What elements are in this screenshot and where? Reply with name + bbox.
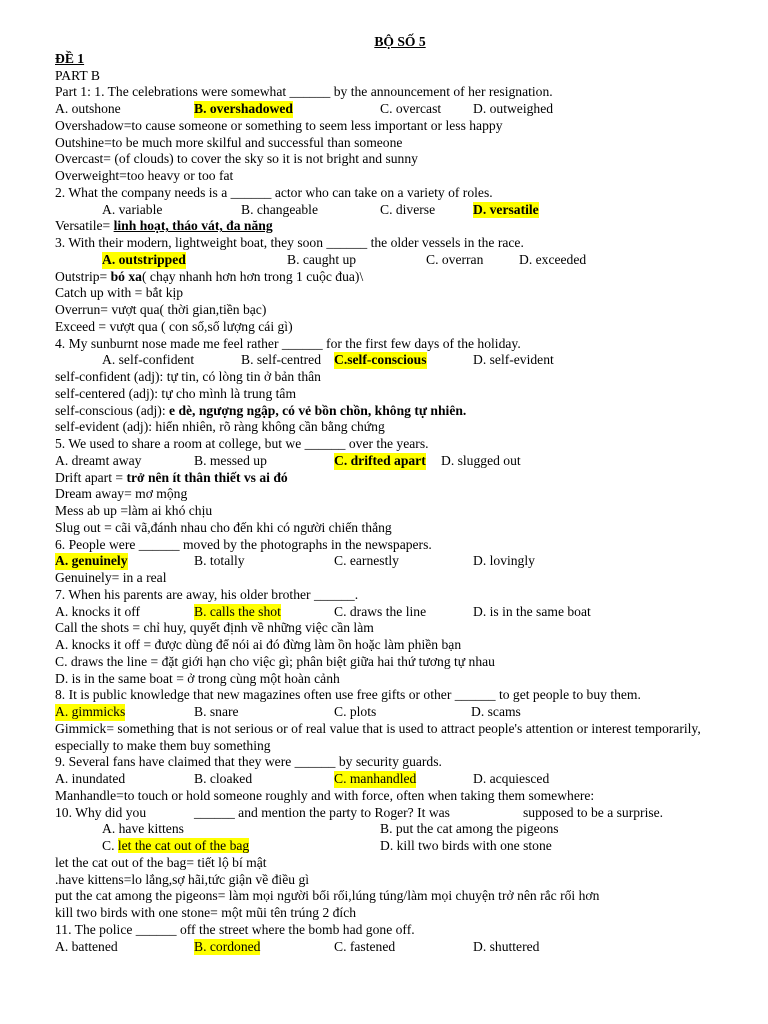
explanation-line: self-conscious (adj): e dè, ngượng ngập, có vẻ bồn chồn, không tự nhiên. [55, 402, 467, 418]
option-b: B. messed up [194, 452, 267, 468]
explanation-line: .have kittens=lo lắng,sợ hãi,tức giận về điều gì [55, 871, 310, 887]
option-b-answer: B. cordoned [194, 938, 261, 954]
option-a: A. battened [55, 938, 118, 954]
option-d: D. exceeded [519, 251, 587, 267]
explanation-line: self-centered (adj): tự cho mình là trung tâm [55, 385, 297, 401]
explanation-line: C. draws the line = đặt giới hạn cho việc gì; phân biệt giữa hai thứ tương tự nhau [55, 653, 495, 669]
explanation-line: Outstrip= bó xa( chạy nhanh hơn hơn trong 1 cuộc đua)\ [55, 268, 364, 284]
option-b-answer: B. calls the shot [194, 603, 281, 619]
question-9-options [55, 771, 745, 788]
option-a-answer: A. genuinely [55, 553, 128, 569]
option-d: D. outweighed [473, 101, 554, 116]
option-a-answer: A. outstripped [102, 251, 186, 267]
option-b: B. cloaked [194, 771, 253, 786]
question-3-options [55, 252, 745, 269]
option-b: B. self-centred [241, 352, 322, 368]
option-d: D. shuttered [473, 938, 540, 954]
question-11-options [55, 939, 745, 956]
question-1-stem: Part 1: 1. The celebrations were somewhat ______ by the announcement of her resignation. [55, 84, 553, 100]
question-1-options [55, 101, 745, 118]
explanation-line: Outshine=to be much more skilful and successful than someone [55, 134, 403, 150]
explanation-line: Dream away= mơ mộng [55, 486, 188, 502]
explanation-line: Gimmick= something that is not serious or of real value that is used to attract people's attention or interest temporarily, especially to make them buy something [55, 720, 701, 753]
explanation-line: let the cat out of the bag= tiết lộ bí mật [55, 854, 267, 870]
explanation-line: Call the shots = chỉ huy, quyết định về những việc cần làm [55, 620, 374, 636]
option-a: A. variable [102, 201, 163, 217]
option-b: B. caught up [287, 251, 357, 267]
option-c: C. overran [426, 251, 484, 267]
option-a: A. inundated [55, 771, 126, 786]
question-5-stem: 5. We used to share a room at college, but we ______ over the years. [55, 436, 429, 451]
option-c-answer: C. let the cat out of the bag [102, 838, 250, 853]
question-6-options [55, 553, 745, 570]
option-b-answer: B. overshadowed [194, 101, 293, 116]
explanation-line: Exceed = vượt qua ( con số,số lượng cái gì) [55, 318, 293, 334]
explanation-line: self-evident (adj): hiển nhiên, rõ ràng không cần bằng chứng [55, 419, 385, 435]
option-d: D. slugged out [441, 452, 521, 468]
explanation-line: put the cat among the pigeons= làm mọi người bối rối,lúng túng/làm mọi chuyện trở nên rắc rối hơn [55, 888, 600, 904]
option-b: B. put the cat among the pigeons [380, 821, 559, 837]
question-7-options [55, 604, 745, 621]
question-8-stem: 8. It is public knowledge that new magazines often use free gifts or other ______ to get people to buy them. [55, 687, 641, 703]
explanation-line: Catch up with = bắt kịp [55, 285, 184, 301]
option-a: A. self-confident [102, 352, 195, 368]
option-b: B. changeable [241, 201, 318, 217]
question-2-stem: 2. What the company needs is a ______ actor who can take on a variety of roles. [55, 184, 493, 200]
explanation-line: Versatile= linh hoạt, tháo vát, đa năng [55, 218, 273, 234]
option-c-answer: C.self-conscious [334, 352, 427, 368]
question-5-options [55, 453, 745, 470]
explanation-line: Slug out = cãi vã,đánh nhau cho đến khi có người chiến thắng [55, 519, 392, 535]
question-2-options [55, 202, 745, 219]
question-4-options [55, 352, 745, 369]
option-a: A. outshone [55, 101, 121, 116]
question-10-stem: 10. Why did you ______ and mention the party to Roger? It was supposed to be a surprise. [55, 804, 664, 820]
section-heading: ĐỀ 1 [55, 50, 85, 66]
question-10-options-row-2 [55, 838, 745, 855]
explanation-line: Drift apart = trở nên ít thân thiết vs ai đó [55, 469, 288, 485]
option-c: C. overcast [380, 101, 442, 116]
explanation-line: Genuinely= in a real [55, 570, 167, 585]
question-8-options [55, 704, 745, 721]
option-d-answer: D. versatile [473, 201, 539, 217]
option-a: A. have kittens [102, 821, 184, 837]
option-d: D. self-evident [473, 352, 554, 368]
page-title: BỘ SỐ 5 [374, 34, 426, 49]
option-c: C. earnestly [334, 553, 399, 569]
explanation-line: A. knocks it off = được dùng để nói ai đó đừng làm ồn hoặc làm phiền bạn [55, 637, 462, 652]
option-d: D. is in the same boat [473, 603, 591, 619]
option-c: C. draws the line [334, 603, 427, 619]
question-10-options-row-1 [55, 821, 745, 838]
explanation-line: Mess ab up =làm ai khó chịu [55, 503, 213, 518]
question-4-stem: 4. My sunburnt nose made me feel rather ______ for the first few days of the holiday. [55, 335, 521, 351]
option-d: D. scams [471, 704, 521, 719]
explanation-line: Overshadow=to cause someone or something to seem less important or less happy [55, 117, 503, 133]
option-b: B. snare [194, 704, 239, 719]
option-d: D. lovingly [473, 553, 535, 569]
question-7-stem: 7. When his parents are away, his older brother ______. [55, 586, 359, 602]
option-c: C. plots [334, 704, 377, 719]
option-b: B. totally [194, 553, 245, 569]
explanation-line: Overcast= (of clouds) to cover the sky so it is not bright and sunny [55, 151, 418, 167]
question-6-stem: 6. People were ______ moved by the photographs in the newspapers. [55, 536, 432, 552]
option-a-answer: A. gimmicks [55, 704, 126, 719]
option-d: D. acquiesced [473, 771, 550, 786]
option-c: C. diverse [380, 201, 436, 217]
question-9-stem: 9. Several fans have claimed that they were ______ by security guards. [55, 754, 442, 770]
explanation-line: self-confident (adj): tự tin, có lòng tin ở bản thân [55, 369, 321, 384]
option-c-answer: C. drifted apart [334, 452, 426, 468]
option-c: C. fastened [334, 938, 396, 954]
explanation-line: Overrun= vượt qua( thời gian,tiền bạc) [55, 302, 267, 317]
part-label: PART B [55, 67, 100, 83]
document-page [55, 34, 745, 955]
option-d: D. kill two birds with one stone [380, 838, 552, 853]
explanation-line: kill two birds with one stone= một mũi tên trúng 2 đích [55, 905, 357, 920]
question-11-stem: 11. The police ______ off the street where the bomb had gone off. [55, 921, 415, 937]
explanation-line: D. is in the same boat = ở trong cùng một hoàn cảnh [55, 670, 340, 686]
option-a: A. knocks it off [55, 603, 141, 619]
option-a: A. dreamt away [55, 452, 142, 468]
question-3-stem: 3. With their modern, lightweight boat, they soon ______ the older vessels in the race. [55, 235, 524, 250]
explanation-line: Overweight=too heavy or too fat [55, 168, 234, 183]
explanation-line: Manhandle=to touch or hold someone roughly and with force, often when taking them somewhere: [55, 787, 595, 803]
option-c-answer: C. manhandled [334, 771, 417, 786]
